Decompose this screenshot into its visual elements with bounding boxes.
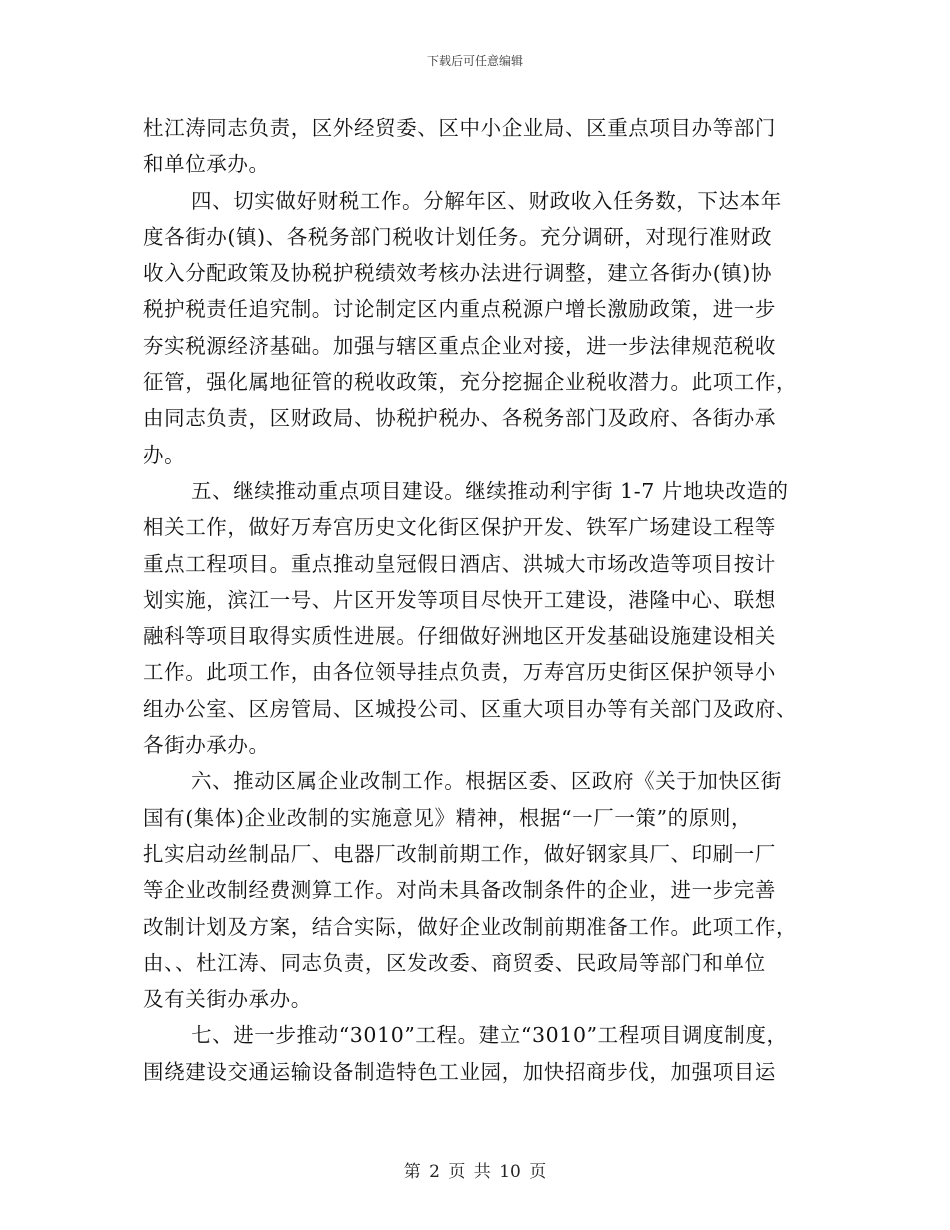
text-line: 度各街办(镇)、各税务部门税收计划任务。充分调研，对现行准财政 — [143, 224, 773, 249]
text-line: 由同志负责，区财政局、协税护税办、各税务部门及政府、各街办承 — [143, 406, 776, 431]
text-line: 由、、杜江涛、同志负责，区发改委、商贸委、民政局等部门和单位 — [143, 950, 766, 975]
text-line: 改制计划及方案，结合实际，做好企业改制前期准备工作。此项工作， — [143, 914, 798, 939]
text-line: 划实施，滨江一号、片区开发等项目尽快开工建设，港隆中心、联想 — [143, 587, 776, 612]
paragraph-start-line: 六、推动区属企业改制工作。根据区委、区政府《关于加快区街 — [191, 769, 782, 794]
text-line: 及有关街办承办。 — [143, 987, 312, 1012]
text-line: 征管，强化属地征管的税收政策，充分挖掘企业税收潜力。此项工作， — [143, 370, 798, 395]
paragraph-start-line: 四、切实做好财税工作。分解年区、财政收入任务数，下达本年 — [191, 188, 782, 213]
text-line: 杜江涛同志负责，区外经贸委、区中小企业局、区重点项目办等部门 — [143, 116, 776, 140]
document-body — [143, 110, 803, 1090]
text-line: 扎实启动丝制品厂、电器厂改制前期工作，做好钢家具厂、印刷一厂 — [143, 841, 776, 866]
text-line: 和单位承办。 — [143, 152, 270, 177]
paragraph-start-line: 五、继续推动重点项目建设。继续推动利宇街 1-7 片地块改造的 — [191, 478, 789, 503]
text-line: 相关工作，做好万寿宫历史文化街区保护开发、铁军广场建设工程等 — [143, 515, 776, 540]
text-line: 组办公室、区房管局、区城投公司、区重大项目办等有关部门及政府、 — [143, 696, 798, 721]
text-line: 办。 — [143, 442, 186, 467]
paragraph-start-line: 七、进一步推动“3010”工程。建立“3010”工程项目调度制度， — [191, 1023, 788, 1048]
text-line: 夯实税源经济基础。加强与辖区重点企业对接，进一步法律规范税收 — [143, 333, 776, 358]
text-line: 收入分配政策及协税护税绩效考核办法进行调整，建立各街办(镇)协 — [143, 261, 773, 286]
text-line: 各街办承办。 — [143, 733, 270, 758]
text-line: 围绕建设交通运输设备制造特色工业园，加快招商步伐，加强项目运 — [143, 1059, 776, 1084]
page-footer: 第 2 页 共 10 页 — [403, 1162, 547, 1182]
text-line: 融科等项目取得实质性进展。仔细做好洲地区开发基础设施建设相关 — [143, 624, 776, 649]
text-line: 工作。此项工作，由各位领导挂点负责，万寿宫历史街区保护领导小 — [143, 660, 776, 685]
page-header: 下载后可任意编辑 — [426, 54, 523, 68]
text-line: 税护税责任追究制。讨论制定区内重点税源户增长激励政策，进一步 — [143, 297, 776, 322]
text-line: 国有(集体)企业改制的实施意见》精神，根据“一厂一策”的原则， — [143, 805, 753, 830]
text-line: 等企业改制经费测算工作。对尚未具备改制条件的企业，进一步完善 — [143, 878, 776, 903]
text-line: 重点工程项目。重点推动皇冠假日酒店、洪城大市场改造等项目按计 — [143, 551, 776, 576]
